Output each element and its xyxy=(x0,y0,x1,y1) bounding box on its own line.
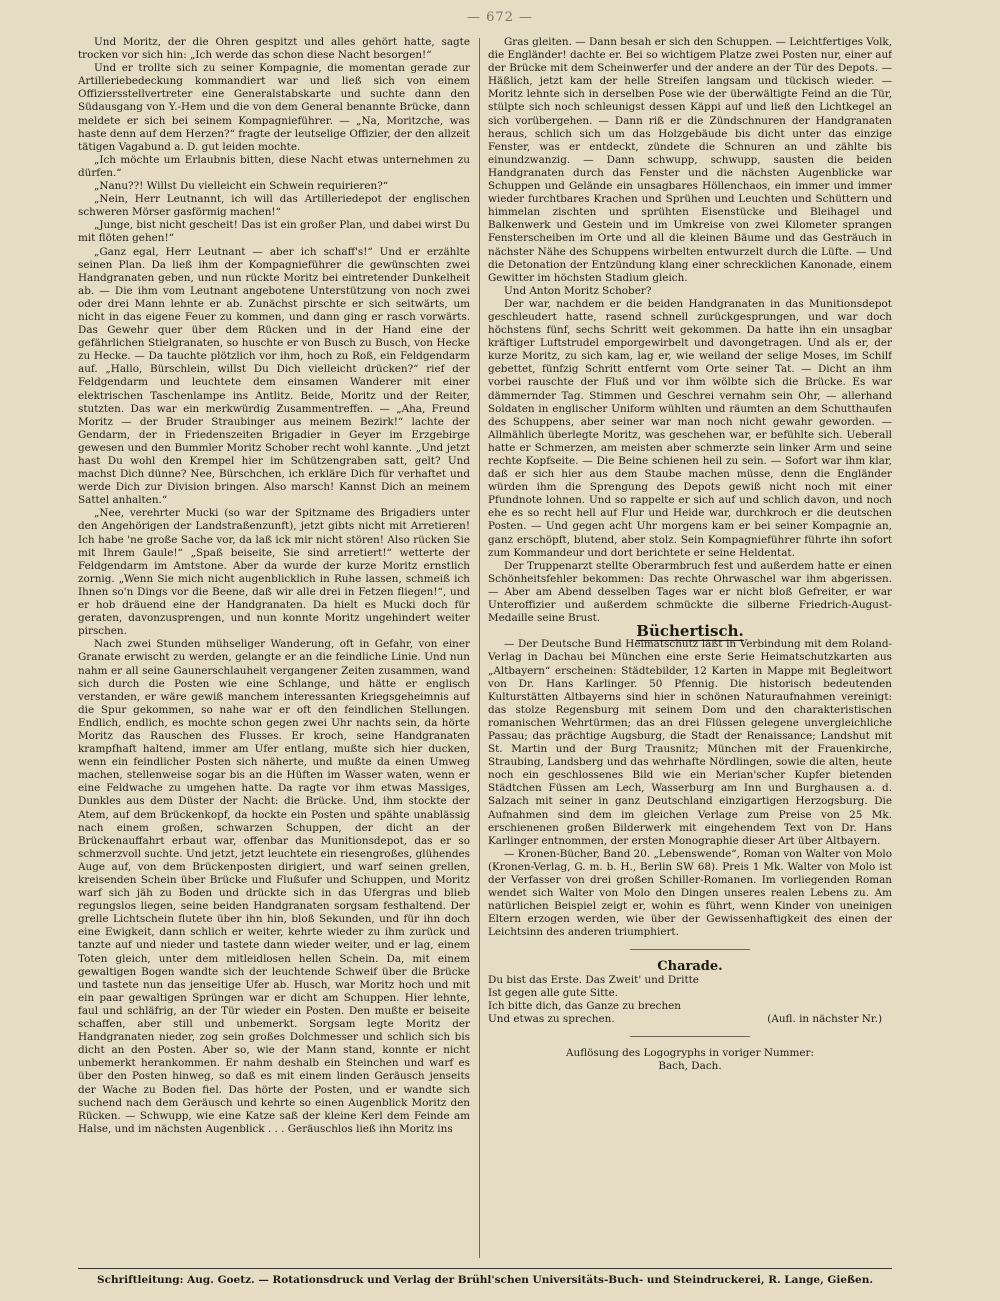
paragraph: Der war, nachdem er die beiden Handgranaten in das Munitionsdepot geschleudert hatte, rasend schnell zurückgesprungen, und war doch höchstens fünf, sechs Schritt weit gekommen. Da hatte ihn ein unsagbar kräftiger Luftstrudel emporgewirbelt und davongetragen. Und als er, der kurze Moritz, zu sich kam, lag er, wie weiland der selige Moses, im Schilf gebettet, fünfzig Schritt entfernt vom Orte seiner Tat. — Dicht an ihm vorbei rauschte der Fluß und vor ihm wölbte sich die Brücke. Es war dämmernder Tag. Stimmen und Geschrei vernahm sein Ohr, — allerhand Soldaten in englischer Uniform wühlten und räumten an dem Schutthaufen des Schuppens, aber seiner war man noch nicht gewahr geworden. — Allmählich überlegte Moritz, was geschehen war, er befühlte sich. Ueberall hatte er Schmerzen, am meisten aber schmerzte sein linker Arm und seine rechte Kopfseite. — Die Beine schienen heil zu sein. — Sofort war ihm klar, daß er sich hier aus dem Staube machen müsse, denn die Engländer würden ihm die Sprengung des Depots gewiß nicht noch mit einer Pfundnote lohnen. Und so rappelte er sich auf und schlich davon, und noch ehe es so recht hell auf Flur und Heide war, durchkroch er die deutschen Posten. — Und gegen acht Uhr morgens kam er bei seiner Kompagnie an, ganz erschöpft, blutend, aber stolz. Sein Kompagnieführer führte ihn sofort zum Kommandeur und dort berichtete er seine Heldentat. xyxy=(488,297,892,559)
section-divider xyxy=(630,949,750,950)
paragraph: „Nee, verehrter Mucki (so war der Spitzname des Brigadiers unter den Angehörigen der Landstraßenzunft), jetzt gibts nicht mit Arretieren! Ich habe 'ne große Sache vor, da laß ick mir nicht stören! Also rücken Sie mit Ihrem Gaule!“ „Spaß beiseite, Sie sind arretiert!“ wetterte der Feldgendarm im Amtstone. Aber da wurde der kurze Moritz ernstlich zornig. „Wenn Sie mich nicht augenblicklich in Ruhe lassen, schmeiß ich Ihnen so'n Dings vor die Beene, daß wir alle drei in Fetzen fliegen!“, und er hob dräuend eine der Handgranaten. Da hielt es Mucki doch für geraten, davonzusprengen, und nun konnte Moritz ungehindert weiter pirschen. xyxy=(78,507,470,638)
paragraph: „Nein, Herr Leutnannt, ich will das Artilleriedepot der englischen schweren Mörser gasförmig machen!“ xyxy=(78,193,470,219)
poem-line: Du bist das Erste. Das Zweit' und Dritte xyxy=(488,973,699,986)
paragraph: Der Truppenarzt stellte Oberarmbruch fest und außerdem hatte er einen Schönheitsfehler bekommen: Das rechte Ohrwaschel war ihm abgerissen. — Aber am Abend desselben Tages war er nicht bloß Gefreiter, er war Unteroffizier und außerdem schmückte die silberne Friedrich-August-Medaille seine Brust. xyxy=(488,559,892,625)
page-number: — 672 — xyxy=(466,10,534,25)
paragraph: Und er trollte sich zu seiner Kompagnie, die momentan gerade zur Artilleriebedeckung kommandiert war und ließ sich von einem Offiziersstellvertreter eine Generalstabskarte und suchte dann den Südausgang von Y.-Hem und die von dem General benannte Brücke, dann meldete er sich bei seinem Kompagnieführer. — „Na, Moritzche, was haste denn auf dem Herzen?“ fragte der leutselige Offizier, der den allzeit tätigen Vagabund a. D. gut leiden mochte. xyxy=(78,62,470,153)
paragraph: „Ich möchte um Erlaubnis bitten, diese Nacht etwas unternehmen zu dürfen.“ xyxy=(78,153,470,179)
book-review: — Kronen-Bücher, Band 20. „Lebenswende“, Roman von Walter von Molo (Kronen-Verlag, G. m. b. H., Berlin SW 68). Preis 1 Mk. Walter von Molo ist der Verfasser von drei großen Schiller-Romanen. Im vorliegenden Roman wendet sich Walter von Molo den Dingen unseres realen Lebens zu. Am natürlichen Beispiel zeigt er, wohin es führt, wenn Kinder von uneinigen Eltern erzogen werden, wie über der Gewissenhaftigkeit des einen der Leichtsinn des anderen triumphiert. xyxy=(488,847,892,939)
solution-answer: Bach, Dach. xyxy=(658,1060,722,1073)
charade-poem xyxy=(488,974,892,1026)
paragraph: „Nanu??! Willst Du vielleicht ein Schwein requirieren?“ xyxy=(94,180,389,193)
right-column xyxy=(488,36,892,1258)
poem-line: Ich bitte dich, das Ganze zu brechen xyxy=(488,999,681,1012)
paragraph: Gras gleiten. — Dann besah er sich den Schuppen. — Leichtfertiges Volk, die Engländer! dachte er. Bei so wichtigem Platze zwei Posten nur, einer auf der Brücke mit dem Scheinwerfer und der andere an der Tür des Depots. — Häßlich, jetzt kam der helle Streifen langsam und tückisch wieder. — Moritz lehnte sich in derselben Pose wie der überwältigte Feind an die Tür, stülpte sich noch schleunigst dessen Käppi auf und ließ den Lichtkegel an sich vorübergehen. — Dann riß er die Zündschnuren der Handgranaten heraus, schlich sich um das Holzgebäude bis dicht unter das einzige Fenster, was er entdeckt, zündete die Schnuren an und zählte bis einundzwanzig. — Dann schwupp, schwupp, sausten die beiden Handgranaten durch das Fenster und die nächsten Augenblicke war Schuppen und Gelände ein unsagbares Höllenchaos, ein immer und immer wieder furchtbares Krachen und Sprühen und Leuchten und Schüttern und himmelan zischten und sprühten Eisenstücke und Bleihagel und Balkenwerk und Gestein und im Umkreise von zwei Kilometer sprangen Fensterscheiben im Orte und all die kleinen Bäume und das Gesträuch in nächster Nähe des Schuppens wirbelten entwurzelt durch die Lüfte. — Und die Detonation der Entzündung klang einer schrecklichen Kanonade, einem Gewitter im höchsten Stadium gleich. xyxy=(488,36,892,284)
book-review: — Der Deutsche Bund Heimatschutz läßt in Verbindung mit dem Roland-Verlag in Dachau bei München eine erste Serie Heimatschutzkarten aus „Altbayern“ erscheinen: Städtebilder, 12 Karten in Mappe mit Begleitwort von Dr. Hans Karlinger. 50 Pfennig. Die historisch bedeutenden Kulturstätten Altbayerns sind hier in schönen Naturaufnahmen vereinigt: das stolze Regensburg mit seinem Dom und den charakteristischen romanischen Wehrtürmen; das an drei Flüssen gelegene unvergleichliche Passau; das prächtige Augsburg, die Stadt der Renaissance; Landshut mit St. Martin und der Burg Trausnitz; München mit der Frauenkirche, Straubing, Landsberg und das wehrhafte Nördlingen, sowie die alten, heute noch ein geschlossenes Bild wie ein Merian'scher Kupfer bietenden Städtchen Füssen am Lech, Wasserburg am Inn und Burghausen a. d. Salzach mit seiner in ganz Deutschland einzigartigen Herzogsburg. Die Aufnahmen sind dem im gleichen Verlage zum Preise von 25 Mk. erschienenen großen Bilderwerk mit eingehendem Text von Dr. Hans Karlinger entnommen, der ersten Monographie dieser Art über Altbayern. xyxy=(488,638,892,847)
charade-heading: Charade. xyxy=(657,959,723,975)
paragraph: Und Moritz, der die Ohren gespitzt und alles gehört hatte, sagte trocken vor sich hin: „Ich werde das schon diese Nacht besorgen!“ xyxy=(78,36,470,62)
buechertisch-heading-text: Büchertisch. xyxy=(636,622,744,641)
imprint-footer: Schriftleitung: Aug. Goetz. — Rotationsdruck und Verlag der Brühl'schen Universitäts-Buch- und Steindruckerei, R. Lange, Gießen. xyxy=(96,1274,874,1286)
poem-line: Und etwas zu sprechen. xyxy=(488,1012,615,1025)
poem-line: Ist gegen alle gute Sitte. xyxy=(488,986,619,999)
footer-rule xyxy=(78,1268,892,1269)
charade-note: (Aufl. in nächster Nr.) xyxy=(767,1012,882,1025)
paragraph: „Junge, bist nicht gescheit! Das ist ein großer Plan, und dabei wirst Du mit flöten gehen!“ xyxy=(78,219,470,245)
solution-label: Auflösung des Logogryphs in voriger Nummer: xyxy=(566,1046,814,1059)
paragraph: Nach zwei Stunden mühseliger Wanderung, oft in Gefahr, von einer Granate erwischt zu werden, gelangte er an die feindliche Linie. Und nun nahm er all seine Gaunerschlauheit vergangener Zeiten zusammen, wand sich durch die Posten wie eine Schlange, und hätte er englisch verstanden, er wäre gewiß manchem interessanten Kriegsgeheimnis auf die Spur gekommen, so nahe war er oft den feindlichen Stellungen. Endlich, endlich, es mochte schon gegen zwei Uhr nachts sein, da hörte Moritz das Rauschen des Flusses. Er kroch, seine Handgranaten krampfhaft haltend, immer am Ufer entlang, mußte sich hier ducken, wenn ein feindlicher Posten sich näherte, und mußte da einen Umweg machen, stellenweise sogar bis an die Hüften im Wasser waten, wenn er eine Feldwache zu umgehen hatte. Da ragte vor ihm etwas Massiges, Dunkles aus dem Düster der Nacht: die Brücke. Und, ihm stockte der Atem, auf dem Brückenkopf, da hockte ein Posten und spähte unablässig nach einem großen, schwarzen Schuppen, der dicht an der Brückenauffahrt erbaut war, offenbar das Munitionsdepot, das er so schmerzvoll suchte. Und jetzt, jetzt leuchtete ein riesengroßes, glühendes Auge auf, von dem Brückenposten dirigiert, und warf seinen grellen, kreisenden Schein über Brücke und Flußufer und Schuppen, und Moritz warf sich jäh zu Boden und drückte sich in das Ufergras und blieb regungslos liegen, seine beiden Handgranaten sorgsam festhaltend. Der grelle Lichtschein flutete über ihn hin, bloß Sekunden, und für ihn doch eine Ewigkeit, dann schlich er weiter, kehrte wieder zu ihm zurück und tanzte auf und nieder und tastete dann wieder weiter, und er lag, einem Toten gleich, unter dem mitleidlosen hellen Schein. Da, mit einem gewaltigen Bogen wandte sich der leuchtende Schweif über die Brücke und tastete nun das jenseitige Ufer ab. Husch, war Moritz hoch und mit ein paar gewaltigen Sprüngen war er dicht am Schuppen. Hier lehnte, faul und schläfrig, an der Tür wieder ein Posten. Den mußte er beiseite schaffen, aber still und unbemerkt. Sorgsam legte Moritz der Handgranaten nieder, zog sein großes Dolchmesser und schlich sich bis dicht an den Posten. Aber so, wie der Mann stand, konnte er nicht unbemerkt herankommen. Er nahm deshalb ein Steinchen und warf es über den Posten hinweg, so daß es mit einem linden Geräusch jenseits der Wache zu Boden fiel. Das hörte der Posten, und er wandte sich suchend nach dem Geräusch und kehrte so einen Augenblick Moritz den Rücken. — Schwupp, wie eine Katze saß der kleine Kerl dem Feinde am Halse, und im nächsten Augenblick . . . Geräuschlos ließ ihn Moritz ins xyxy=(78,638,470,1135)
paragraph: „Ganz egal, Herr Leutnant — aber ich schaff's!“ Und er erzählte seinen Plan. Da ließ ihm der Kompagnieführer die gewünschten zwei Handgranaten geben, und nun rückte Moritz bei eintretender Dunkelheit ab. — Die ihm vom Leutnant angebotene Unterstützung von noch zwei oder drei Mann lehnte er ab. Zunächst pirschte er sich seitwärts, um nicht in das eigene Feuer zu kommen, und dann ging er rasch vorwärts. Das Gewehr quer über dem Rücken und in der Hand eine der gefährlichen Stielgranaten, so huschte er von Busch zu Busch, von Hecke zu Hecke. — Da tauchte plötzlich vor ihm, hoch zu Roß, ein Feldgendarm auf. „Hallo, Bürschlein, willst Du Dich vielleicht drücken?“ rief der Feldgendarm und leuchtete dem einsamen Wanderer mit einer elektrischen Taschenlampe ins Antlitz. Beide, Moritz und der Reiter, stutzten. Das war ein merkwürdig Zusammentreffen. — „Aha, Freund Moritz — der Bruder Straubinger aus meinem Bezirk!“ lachte der Gendarm, der in Friedenszeiten Brigadier in Geyer im Erzgebirge gewesen und den Bummler Moritz Schober recht wohl kannte. „Und jetzt hast Du wohl den Krempel hier im Schützengraben satt, gelt? Und machst Dich dünne? Nee, Bürschchen, ich erkläre Dich für verhaftet und werde Dich zur Division bringen. Also marsch! Kannst Dich an meinem Sattel anhalten.“ xyxy=(78,245,470,507)
column-divider xyxy=(479,38,480,1258)
buechertisch-heading xyxy=(488,622,892,641)
left-column xyxy=(78,36,470,1258)
section-divider xyxy=(630,1036,750,1037)
paragraph: Und Anton Moritz Schober? xyxy=(504,284,652,297)
logogryph-solution xyxy=(488,1047,892,1073)
poem-last-line xyxy=(488,1013,882,1026)
